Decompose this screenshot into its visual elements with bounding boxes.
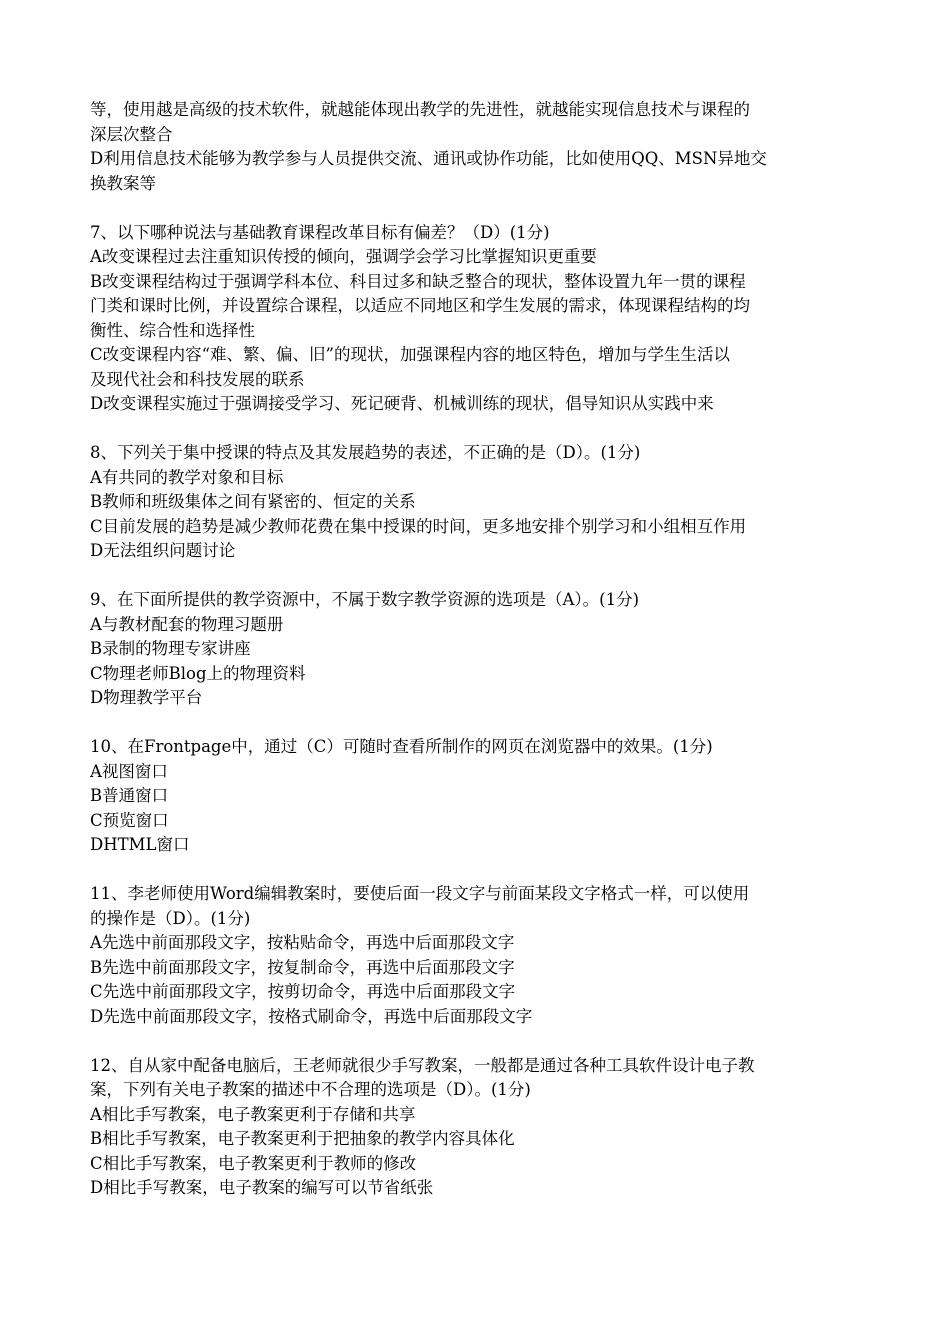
question-8 xyxy=(90,441,862,564)
question-10 xyxy=(90,735,862,858)
option-c-continued: 及现代社会和科技发展的联系 xyxy=(90,369,305,389)
option-a: A改变课程过去注重知识传授的倾向，强调学会学习比掌握知识更重要 xyxy=(90,247,597,266)
text-line: 深层次整合 xyxy=(90,124,173,144)
question-stem: 11、李老师使用Word编辑教案时，要使后面一段文字与前面某段文字格式一样，可以使用 xyxy=(90,884,750,903)
option-c: C改变课程内容“难、繁、偏、旧”的现状，加强课程内容的地区特色，增加与学生生活以 xyxy=(90,345,730,364)
question-12 xyxy=(90,1054,862,1201)
question-9 xyxy=(90,588,862,711)
option-a: A视图窗口 xyxy=(90,761,168,781)
question-stem: 9、在下面所提供的教学资源中，不属于数字教学资源的选项是（A）。(1分) xyxy=(90,590,640,609)
option-d: DHTML窗口 xyxy=(90,835,190,854)
option-d: D无法组织问题讨论 xyxy=(90,541,236,560)
option-a: A有共同的教学对象和目标 xyxy=(90,467,284,487)
option-b: B教师和班级集体之间有紧密的、恒定的关系 xyxy=(90,492,416,511)
question-stem-continued: 案，下列有关电子教案的描述中不合理的选项是（D）。(1分) xyxy=(90,1080,531,1099)
option-d: D先选中前面那段文字，按格式刷命令，再选中后面那段文字 xyxy=(90,1006,533,1026)
option-b: B普通窗口 xyxy=(90,786,169,805)
paragraph-gap xyxy=(90,196,862,221)
option-d: D物理教学平台 xyxy=(90,688,203,707)
text-line: 等，使用越是高级的技术软件，就越能体现出教学的先进性，就越能实现信息技术与课程的 xyxy=(90,100,750,119)
question-stem: 7、以下哪种说法与基础教育课程改革目标有偏差？（D）(1分) xyxy=(90,222,550,242)
option-b: B先选中前面那段文字，按复制命令，再选中后面那段文字 xyxy=(90,957,515,977)
option-c: C目前发展的趋势是减少教师花费在集中授课的时间，更多地安排个别学习和小组相互作用 xyxy=(90,516,747,536)
option-c: C预览窗口 xyxy=(90,810,169,830)
option-a: A先选中前面那段文字，按粘贴命令，再选中后面那段文字 xyxy=(90,933,515,952)
paragraph-gap xyxy=(90,417,862,442)
paragraph-gap xyxy=(90,858,862,883)
option-b: B改变课程结构过于强调学科本位、科目过多和缺乏整合的现状，整体设置九年一贯的课程 xyxy=(90,271,746,291)
question-stem: 8、下列关于集中授课的特点及其发展趋势的表述，不正确的是（D）。(1分) xyxy=(90,443,641,462)
option-d: D相比手写教案，电子教案的编写可以节省纸张 xyxy=(90,1178,434,1197)
text-line: D利用信息技术能够为教学参与人员提供交流、通讯或协作功能，比如使用QQ、MSN异地交 xyxy=(90,149,767,168)
option-c: C物理老师Blog上的物理资料 xyxy=(90,663,306,683)
option-c: C先选中前面那段文字，按剪切命令，再选中后面那段文字 xyxy=(90,982,516,1001)
question-stem-continued: 的操作是（D）。(1分) xyxy=(90,908,251,928)
paragraph-gap xyxy=(90,711,862,736)
option-b-continued: 门类和课时比例，并设置综合课程，以适应不同地区和学生发展的需求，体现课程结构的均 xyxy=(90,296,750,315)
paragraph-gap xyxy=(90,1029,862,1054)
question-11 xyxy=(90,882,862,1029)
question-stem: 10、在Frontpage中，通过（C）可随时查看所制作的网页在浏览器中的效果。(1分) xyxy=(90,737,713,756)
option-d: D改变课程实施过于强调接受学习、死记硬背、机械训练的现状，倡导知识从实践中来 xyxy=(90,394,714,413)
option-b-continued: 衡性、综合性和选择性 xyxy=(90,320,255,340)
paragraph-gap xyxy=(90,564,862,589)
option-a: A相比手写教案，电子教案更利于存储和共享 xyxy=(90,1104,416,1124)
option-c: C相比手写教案，电子教案更利于教师的修改 xyxy=(90,1153,417,1173)
question-7 xyxy=(90,221,862,417)
option-b: B录制的物理专家讲座 xyxy=(90,639,251,658)
question-stem: 12、自从家中配备电脑后，王老师就很少手写教案，一般都是通过各种工具软件设计电子教 xyxy=(90,1055,755,1075)
text-line: 换教案等 xyxy=(90,173,156,193)
continued-option-fragment xyxy=(90,98,862,196)
option-b: B相比手写教案，电子教案更利于把抽象的教学内容具体化 xyxy=(90,1129,515,1148)
option-a: A与教材配套的物理习题册 xyxy=(90,614,284,634)
